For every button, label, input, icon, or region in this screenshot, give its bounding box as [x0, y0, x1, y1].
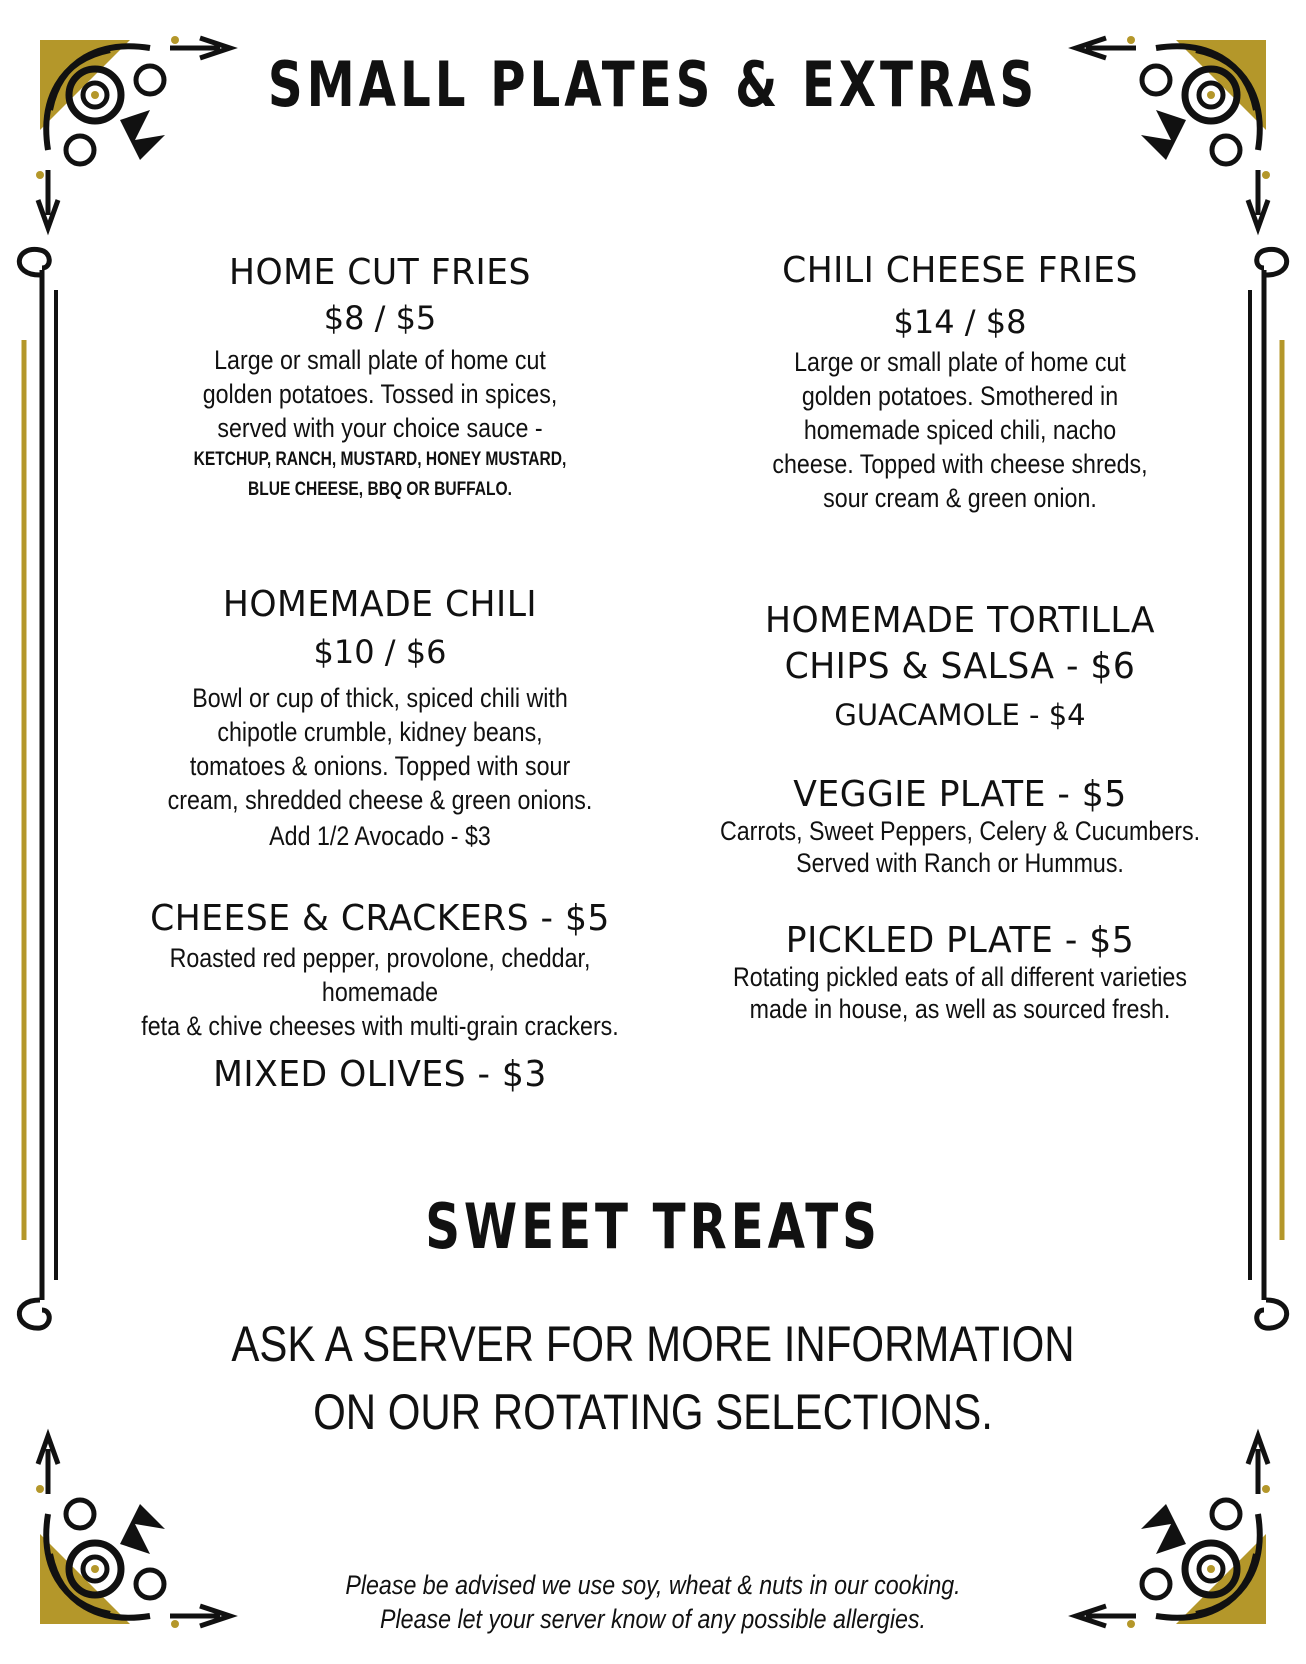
menu-item-home-cut-fries	[100, 252, 660, 505]
item-name: CHEESE & CRACKERS - $5	[150, 898, 610, 939]
left-border-flourish	[19, 249, 56, 1328]
sauce-options: KETCHUP, RANCH, MUSTARD, HONEY MUSTARD, BLUE CHEESE, BBQ OR BUFFALO.	[193, 449, 567, 500]
item-description: Rotating pickled eats of all different varieties made in house, as well as sourced fresh.	[733, 962, 1187, 1024]
menu-item-cheese-crackers	[80, 898, 680, 1043]
item-name: HOMEMADE CHILI	[222, 584, 538, 625]
sweet-treats-text: ASK A SERVER FOR MORE INFORMATION ON OUR ROTATING SELECTIONS.	[231, 1316, 1075, 1440]
item-price: $8 / $5	[323, 299, 437, 337]
right-border-flourish	[1250, 249, 1287, 1328]
item-name: HOMEMADE TORTILLA CHIPS & SALSA - $6	[765, 600, 1155, 687]
item-name: VEGGIE PLATE - $5	[793, 774, 1127, 815]
page-title: SMALL PLATES & EXTRAS	[267, 48, 1039, 121]
item-description: Roasted red pepper, provolone, cheddar, homemade feta & chive cheeses with multi-grain crackers.	[141, 943, 619, 1041]
item-name: HOME CUT FRIES	[229, 252, 531, 293]
item-addon: GUACAMOLE - $4	[834, 698, 1086, 732]
item-description: Large or small plate of home cut golden potatoes. Smothered in homemade spiced chili, nacho cheese. Topped with cheese shreds, sour cream & green onion.	[772, 347, 1148, 513]
item-description: Carrots, Sweet Peppers, Celery & Cucumbers. Served with Ranch or Hummus.	[719, 816, 1201, 878]
menu-item-pickled-plate	[680, 920, 1240, 1025]
menu-item-tortilla-chips-salsa	[680, 598, 1240, 732]
menu-item-mixed-olives	[100, 1054, 660, 1095]
item-name: CHILI CHEESE FRIES	[782, 250, 1138, 291]
menu-item-chili-cheese-fries	[680, 250, 1240, 515]
item-price: $10 / $6	[313, 633, 447, 671]
item-name: PICKLED PLATE - $5	[785, 920, 1135, 961]
item-name: MIXED OLIVES - $3	[213, 1054, 547, 1095]
item-description: Large or small plate of home cut golden potatoes. Tossed in spices, served with your choice sauce -	[202, 345, 558, 443]
allergy-notice: Please be advised we use soy, wheat & nuts in our cooking. Please let your server know of any possible allergies.	[345, 1570, 961, 1634]
menu-item-veggie-plate	[680, 774, 1240, 879]
menu-item-homemade-chili	[100, 584, 660, 852]
sweet-treats-title: SWEET TREATS	[425, 1190, 881, 1263]
item-description: Bowl or cup of thick, spiced chili with chipotle crumble, kidney beans, tomatoes & onions. Topped with sour cream, shredded cheese & green onions.	[167, 683, 593, 815]
item-price: $14 / $8	[893, 303, 1027, 341]
item-addon-note: Add 1/2 Avocado - $3	[269, 821, 491, 851]
